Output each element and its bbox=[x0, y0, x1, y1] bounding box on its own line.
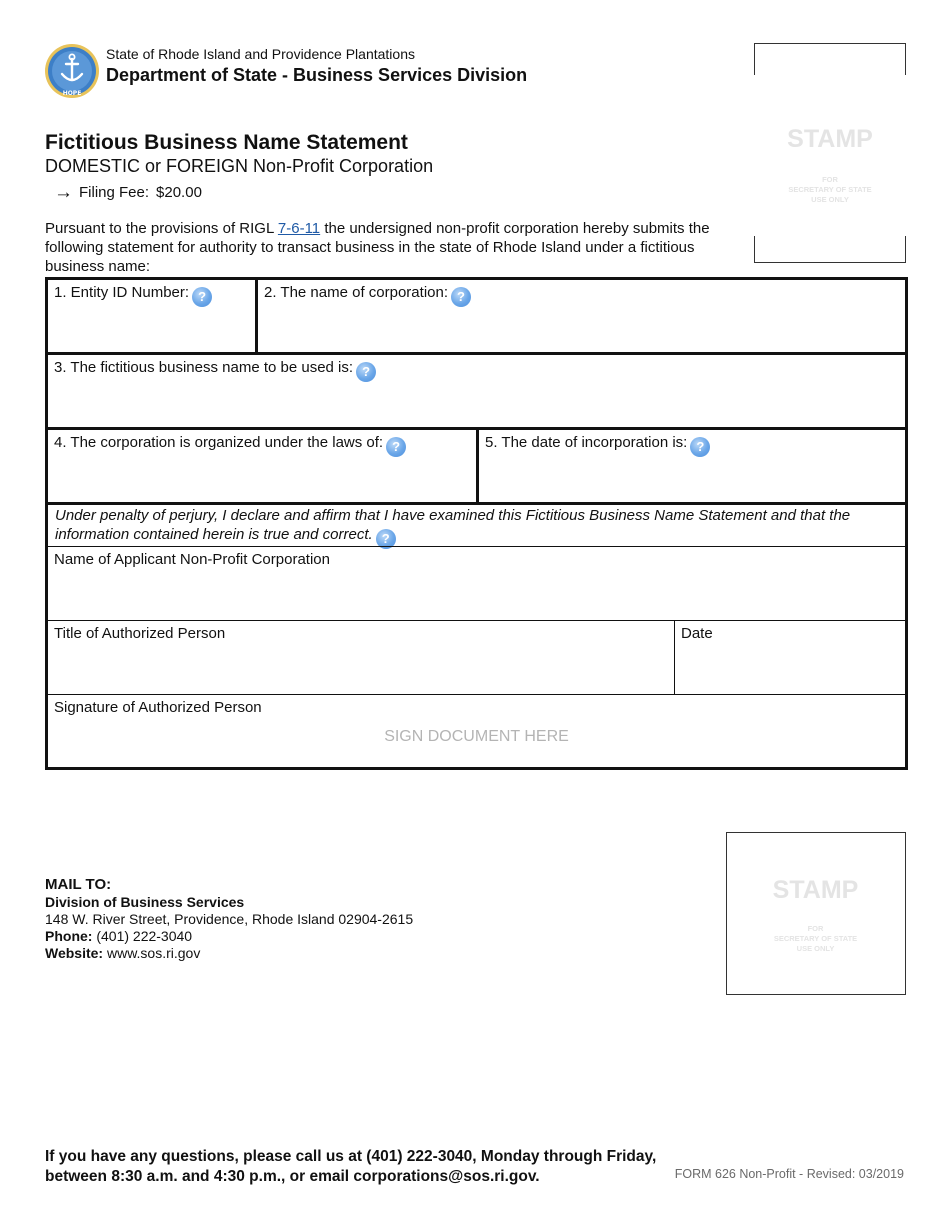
help-icon[interactable]: ? bbox=[376, 529, 396, 549]
seal-motto: HOPE bbox=[62, 90, 82, 97]
mail-address: 148 W. River Street, Providence, Rhode Island 02904-2615 bbox=[45, 911, 414, 927]
help-icon[interactable]: ? bbox=[451, 287, 471, 307]
mail-phone: Phone: (401) 222-3040 bbox=[45, 928, 193, 944]
field-entity-id[interactable]: 1. Entity ID Number: ? bbox=[48, 280, 255, 352]
sign-document-placeholder[interactable]: SIGN DOCUMENT HERE bbox=[384, 728, 569, 745]
arrow-right-icon: → bbox=[54, 182, 73, 203]
state-seal-logo bbox=[44, 43, 100, 99]
rigl-link[interactable]: 7-6-11 bbox=[277, 220, 321, 237]
help-icon[interactable]: ? bbox=[690, 437, 710, 457]
state-name: State of Rhode Island and Providence Plantations bbox=[106, 46, 415, 62]
stamp-word: STAMP bbox=[787, 125, 873, 153]
mail-to-block bbox=[45, 876, 413, 962]
stamp-sub-line: SECRETARY OF STATE bbox=[773, 934, 858, 943]
affirmation-text: Under penalty of perjury, I declare and affirm that I have examined this Fictitious Business Name Statement and that the information contained herein is true and correct. ? bbox=[55, 506, 895, 549]
help-icon[interactable]: ? bbox=[192, 287, 212, 307]
stamp-word: STAMP bbox=[772, 876, 859, 904]
stamp-area-top bbox=[754, 43, 906, 263]
help-icon[interactable]: ? bbox=[386, 437, 406, 457]
field-authorized-title[interactable]: Title of Authorized Person bbox=[54, 625, 226, 642]
stamp-sub-line: USE ONLY bbox=[796, 944, 835, 953]
stamp-area-bottom bbox=[726, 832, 906, 995]
mail-to-heading: MAIL TO: bbox=[45, 876, 112, 893]
stamp-sub-line: USE ONLY bbox=[811, 195, 849, 204]
field-organized-laws[interactable]: 4. The corporation is organized under the laws of: ? bbox=[48, 430, 476, 502]
intro-text: Pursuant to the provisions of RIGL 7-6-11 the undersigned non-profit corporation hereby submits the following statement for authority to transact business in the state of Rhode Island under a fictitious business name: bbox=[45, 220, 710, 275]
form-subtitle: DOMESTIC or FOREIGN Non-Profit Corporation bbox=[45, 156, 434, 176]
field-signature[interactable]: Signature of Authorized Person bbox=[54, 699, 262, 716]
form-title: Fictitious Business Name Statement bbox=[45, 131, 408, 154]
form-number: FORM 626 Non-Profit - Revised: 03/2019 bbox=[674, 1167, 904, 1181]
help-icon[interactable]: ? bbox=[356, 362, 376, 382]
division-name: Division of Business Services bbox=[45, 894, 245, 910]
fee-value: $20.00 bbox=[156, 184, 202, 201]
field-date[interactable]: Date bbox=[681, 625, 713, 642]
form-table bbox=[45, 277, 908, 770]
field-corporation-name[interactable]: 2. The name of corporation: ? bbox=[258, 280, 905, 352]
stamp-sub-line: FOR bbox=[822, 175, 838, 184]
mail-website: Website: www.sos.ri.gov bbox=[45, 945, 201, 961]
fee-label: Filing Fee: bbox=[79, 184, 150, 201]
field-incorporation-date[interactable]: 5. The date of incorporation is: ? bbox=[479, 430, 905, 502]
field-fictitious-name[interactable]: 3. The fictitious business name to be used is: ? bbox=[48, 355, 905, 427]
footer-questions: If you have any questions, please call us at (401) 222-3040, Monday through Friday, between 8:30 a.m. and 4:30 p.m., or email corporations@sos.ri.gov. bbox=[45, 1148, 657, 1185]
stamp-sub-line: SECRETARY OF STATE bbox=[788, 185, 872, 194]
filing-fee bbox=[54, 184, 202, 201]
department-name: Department of State - Business Services Division bbox=[106, 65, 528, 85]
stamp-sub-line: FOR bbox=[807, 924, 824, 933]
field-applicant-name[interactable]: Name of Applicant Non-Profit Corporation bbox=[54, 551, 330, 568]
